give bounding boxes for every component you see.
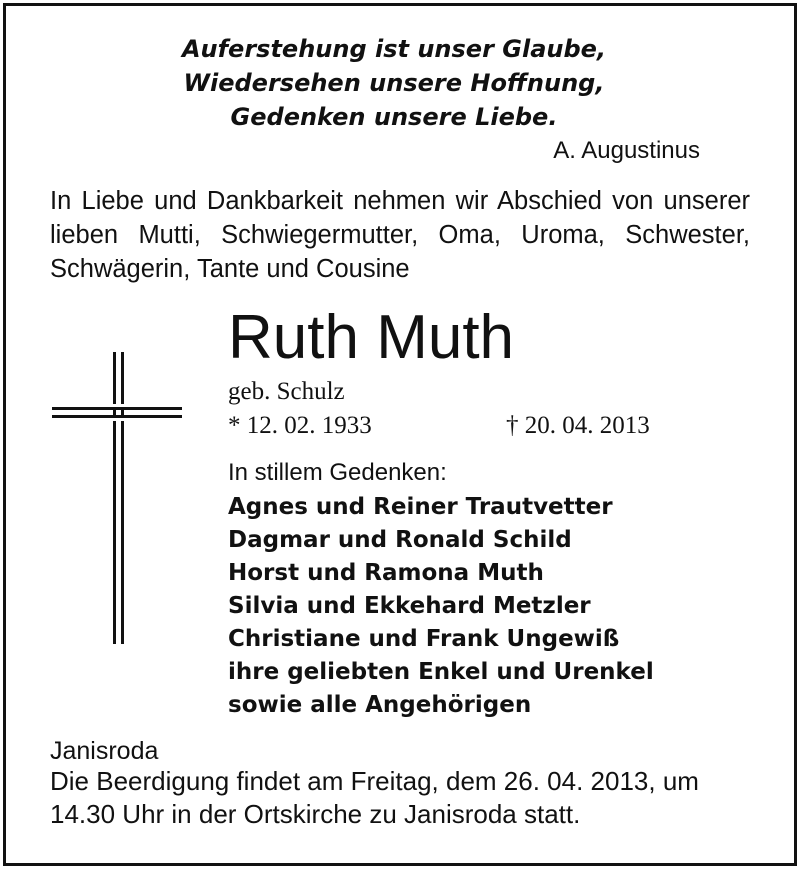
- quote-author: A. Augustinus: [553, 137, 700, 164]
- quote-line: Gedenken unsere Liebe.: [230, 103, 558, 131]
- funeral-notice: Die Beerdigung findet am Freitag, dem 26. 04. 2013, um 14.30 Uhr in der Ortskirche zu Janisroda statt.: [50, 766, 699, 829]
- quote: [0, 32, 788, 134]
- mourners-list: [228, 491, 654, 722]
- cross-icon: [52, 352, 184, 646]
- mourner-name: ihre geliebten Enkel und Urenkel: [228, 659, 654, 685]
- maiden-name: geb. Schulz: [228, 378, 345, 405]
- place-name: Janisroda: [50, 737, 159, 765]
- quote-line: Auferstehung ist unser Glaube,: [181, 35, 607, 63]
- birth-date: * 12. 02. 1933: [228, 412, 372, 439]
- death-date: † 20. 04. 2013: [506, 412, 650, 439]
- mourner-name: Agnes und Reiner Trautvetter: [228, 494, 613, 520]
- mourner-name: Silvia und Ekkehard Metzler: [228, 593, 591, 619]
- mourner-name: Dagmar und Ronald Schild: [228, 527, 572, 553]
- intro-text: In Liebe und Dankbarkeit nehmen wir Abschied von unserer lieben Mutti, Schwiegermutter, Oma, Uroma, Schwester, Schwägerin, Tante und Cousine: [50, 187, 750, 283]
- quote-line: Wiedersehen unsere Hoffnung,: [183, 69, 605, 97]
- mourning-intro: In stillem Gedenken:: [228, 459, 447, 486]
- mourner-name: Horst und Ramona Muth: [228, 560, 544, 586]
- mourner-name: Christiane und Frank Ungewiß: [228, 626, 620, 652]
- deceased-name: Ruth Muth: [228, 303, 515, 372]
- mourner-name: sowie alle Angehörigen: [228, 692, 532, 718]
